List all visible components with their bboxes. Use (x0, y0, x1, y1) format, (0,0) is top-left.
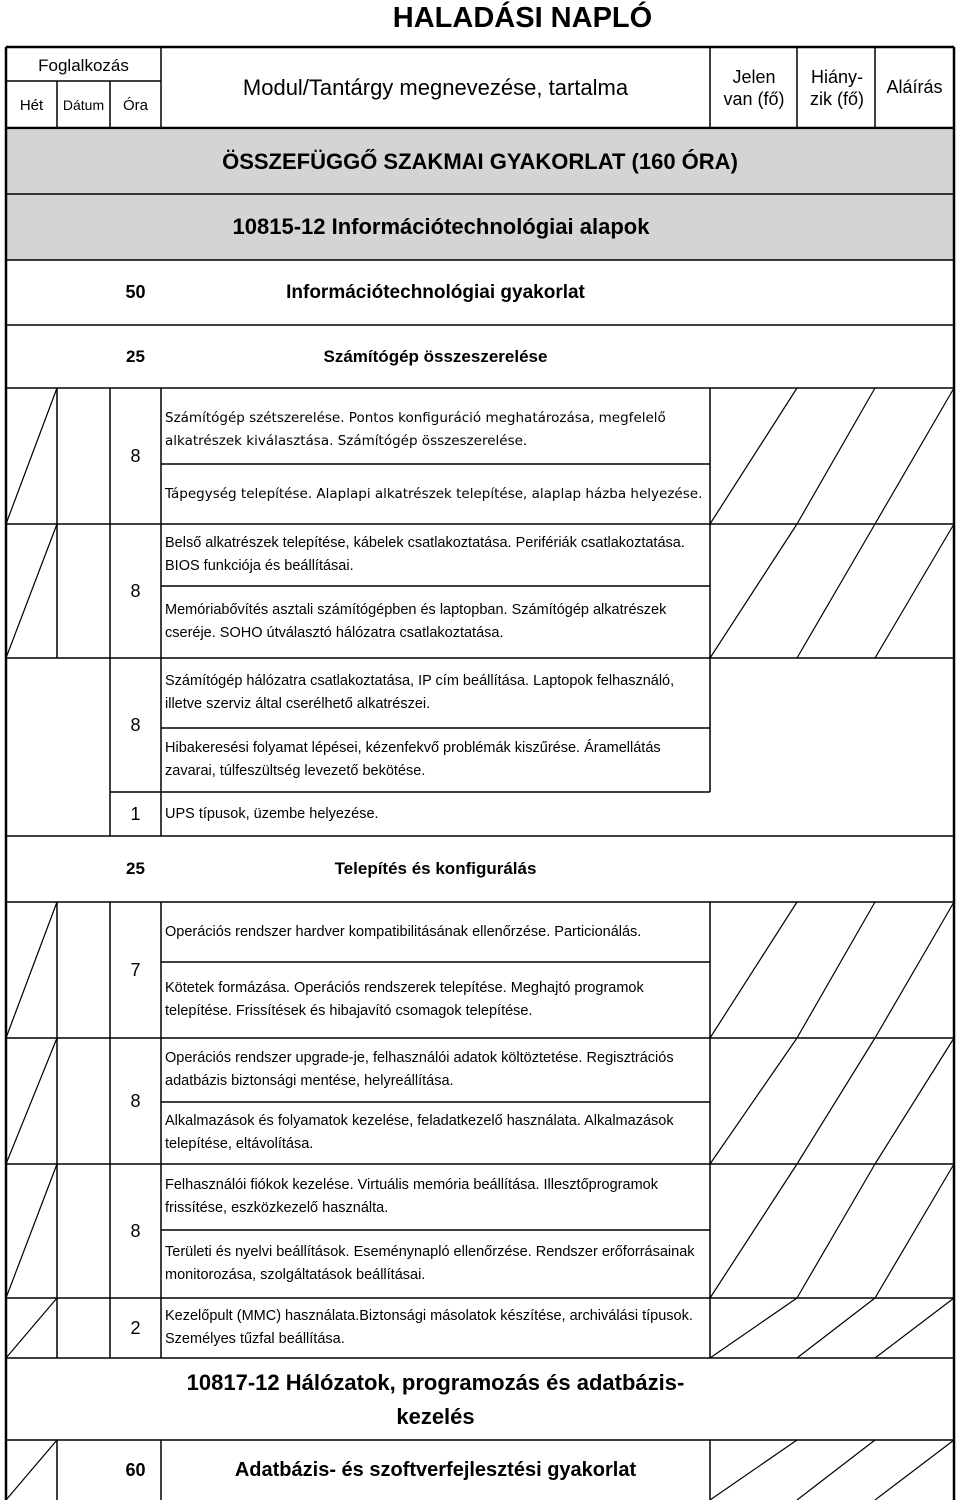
lesson-item: Belső alkatrészek telepítése, kábelek csatlakoztatása. Perifériák csatlakoztatása. BIOS funkciója és beállításai. (165, 535, 685, 574)
lesson-item: Felhasználói fiókok kezelése. Virtuális memória beállítása. Illesztőprogramok frissítése, eszközkezelő használta. (165, 1177, 658, 1216)
lesson-hours: 8 (130, 580, 141, 601)
header-modul: Modul/Tantárgy megnevezése, tartalma (242, 74, 629, 100)
section-gyakorlat: ÖSSZEFÜGGŐ SZAKMAI GYAKORLAT (160 ÓRA) (222, 149, 738, 174)
subject2-hours: 60 (125, 1459, 146, 1480)
lesson-item: Memóriabővítés asztali számítógépben és laptopban. Számítógép alkatrészek cseréje. SOHO útválasztó hálózatra csatlakoztatása. (165, 602, 667, 641)
lesson-item: Számítógép hálózatra csatlakoztatása, IP cím beállítása. Laptopok felhasználó, illetve szerviz által cserélhető alkatrészei. (165, 673, 675, 712)
topic1-name: Számítógép összeszerelése (323, 346, 548, 366)
lesson-hours: 7 (130, 959, 141, 980)
lesson-item: Hibakeresési folyamat lépései, kézenfekvő problémák kiszűrése. Áramellátás zavarai, túlfeszültség levezető bekötése. (165, 740, 661, 779)
header-foglalkozas: Foglalkozás (38, 56, 129, 75)
topic2-name: Telepítés és konfigurálás (334, 859, 537, 878)
subject1-name: Információtechnológiai gyakorlat (286, 281, 585, 303)
lesson-item: Operációs rendszer upgrade-je, felhasználói adatok költöztetése. Regisztrációs adatbázis biztonsági mentése, helyreállítása. (165, 1050, 674, 1089)
lesson-hours: 8 (130, 1220, 141, 1241)
topic1-hours: 25 (126, 346, 145, 366)
lesson-item: Számítógép szétszerelése. Pontos konfiguráció meghatározása, megfelelő alkatrészek kiválasztása. Számítógép összeszerelése. (165, 409, 666, 449)
lesson-hours: 8 (130, 714, 141, 735)
lesson-item: Kötetek formázása. Operációs rendszerek telepítése. Meghajtó programok telepítése. Frissítések és hibajavító csomagok telepítése. (165, 980, 644, 1019)
header-hianyzik: Hiány-zik (fő) (810, 66, 864, 109)
header-alairas: Aláírás (886, 77, 943, 97)
header-ora: Óra (122, 96, 148, 114)
header-datum: Dátum (62, 97, 105, 113)
lesson-item: Alkalmazások és folyamatok kezelése, feladatkezelő használata. Alkalmazások telepítése, eltávolítása. (165, 1113, 674, 1152)
topic2-hours: 25 (126, 859, 145, 878)
section-modul2 (161, 1360, 710, 1440)
lesson-hours: 8 (130, 445, 141, 466)
lesson-item: UPS típusok, üzembe helyezése. (165, 805, 379, 822)
lesson-item: Kezelőpult (MMC) használata.Biztonsági másolatok készítése, archiválási típusok. Személyes tűzfal beállítása. (165, 1308, 693, 1347)
lesson-hours: 8 (130, 1090, 141, 1111)
section-modul1: 10815-12 Információtechnológiai alapok (232, 214, 650, 239)
header-het: Hét (19, 96, 44, 114)
lesson-item: Operációs rendszer hardver kompatibilitásának ellenőrzése. Particionálás. (165, 923, 642, 940)
header-jelen-van: Jelen van (fő) (723, 66, 785, 109)
page-title: HALADÁSI NAPLÓ (392, 2, 653, 34)
subject2-name: Adatbázis- és szoftverfejlesztési gyakorlat (234, 1458, 637, 1481)
section-modul2-line1: 10817-12 Hálózatok, programozás és adatbázis- (186, 1370, 685, 1395)
lesson-hours: 2 (130, 1317, 141, 1338)
lesson-item: Területi és nyelvi beállítások. Eseménynapló ellenőrzése. Rendszer erőforrásainak monitorozása, szolgáltatások beállításai. (165, 1244, 695, 1283)
lesson-item: Tápegység telepítése. Alaplapi alkatrészek telepítése, alaplap házba helyezése. (165, 485, 703, 502)
section-modul2-line2: kezelés (396, 1404, 475, 1429)
subject1-hours: 50 (125, 282, 146, 302)
lesson-hours: 1 (130, 803, 141, 824)
